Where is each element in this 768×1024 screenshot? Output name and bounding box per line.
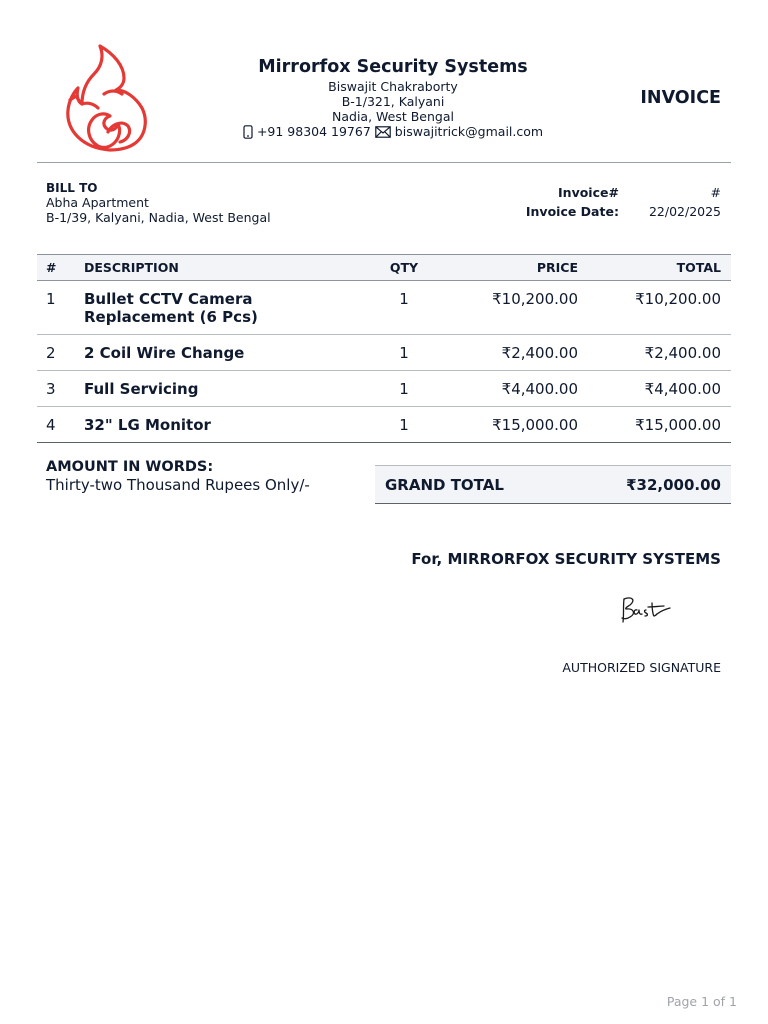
row-total: ₹10,200.00 <box>578 281 731 335</box>
company-address-line2: Nadia, West Bengal <box>332 109 454 124</box>
header-qty: QTY <box>364 255 444 281</box>
bill-to-name: Abha Apartment <box>46 195 149 210</box>
amount-in-words-value: Thirty-two Thousand Rupees Only/- <box>46 476 310 494</box>
invoice-number-value: # <box>710 185 721 200</box>
row-total: ₹4,400.00 <box>578 371 731 407</box>
row-price: ₹4,400.00 <box>444 371 578 407</box>
company-phone: +91 98304 19767 <box>256 124 371 139</box>
row-price: ₹10,200.00 <box>444 281 578 335</box>
table-row <box>37 407 731 443</box>
phone-icon <box>243 125 253 139</box>
header-number: # <box>37 255 84 281</box>
row-number: 4 <box>37 407 84 443</box>
header-divider <box>37 162 731 163</box>
grand-total-value: ₹32,000.00 <box>626 475 721 494</box>
header-total: TOTAL <box>578 255 731 281</box>
row-description: Bullet CCTV Camera Replacement (6 Pcs) <box>84 281 364 335</box>
company-address-line1: B-1/321, Kalyani <box>341 94 445 109</box>
for-company: For, MIRRORFOX SECURITY SYSTEMS <box>411 550 721 568</box>
row-total: ₹15,000.00 <box>578 407 731 443</box>
signature-image <box>606 585 694 637</box>
bill-to-label: BILL TO <box>46 181 98 195</box>
company-logo <box>52 40 162 155</box>
row-qty: 1 <box>364 407 444 443</box>
document-title: INVOICE <box>640 88 721 108</box>
bill-to-address: B-1/39, Kalyani, Nadia, West Bengal <box>46 210 271 225</box>
row-number: 1 <box>37 281 84 335</box>
row-price: ₹2,400.00 <box>444 335 578 371</box>
company-owner: Biswajit Chakraborty <box>328 79 458 94</box>
row-description: 2 Coil Wire Change <box>84 335 364 371</box>
table-row <box>37 281 731 335</box>
row-number: 3 <box>37 371 84 407</box>
invoice-number-label: Invoice# <box>558 185 619 200</box>
invoice-date-label: Invoice Date: <box>525 204 619 219</box>
authorized-signature-label: AUTHORIZED SIGNATURE <box>562 660 721 675</box>
bill-to-block <box>46 181 271 225</box>
amount-in-words-label: AMOUNT IN WORDS: <box>46 459 214 475</box>
header-price: PRICE <box>444 255 578 281</box>
row-qty: 1 <box>364 281 444 335</box>
row-qty: 1 <box>364 371 444 407</box>
row-total: ₹2,400.00 <box>578 335 731 371</box>
company-contact <box>200 124 586 139</box>
email-icon <box>375 126 391 138</box>
header-description: DESCRIPTION <box>84 255 364 281</box>
fox-flame-logo-icon <box>52 40 162 155</box>
invoice-date-value: 22/02/2025 <box>648 204 721 219</box>
amount-in-words <box>46 459 310 494</box>
grand-total-box <box>375 465 731 504</box>
row-description: Full Servicing <box>84 371 364 407</box>
page-number: Page 1 of 1 <box>666 994 737 1009</box>
row-qty: 1 <box>364 335 444 371</box>
table-row <box>37 371 731 407</box>
row-description: 32" LG Monitor <box>84 407 364 443</box>
table-row <box>37 335 731 371</box>
invoice-meta <box>526 185 721 223</box>
items-table <box>37 254 731 443</box>
grand-total-label: GRAND TOTAL <box>385 475 504 494</box>
row-price: ₹15,000.00 <box>444 407 578 443</box>
table-header-row <box>37 255 731 281</box>
row-number: 2 <box>37 335 84 371</box>
company-email: biswajitrick@gmail.com <box>394 124 544 139</box>
company-name: Mirrorfox Security Systems <box>258 57 528 77</box>
